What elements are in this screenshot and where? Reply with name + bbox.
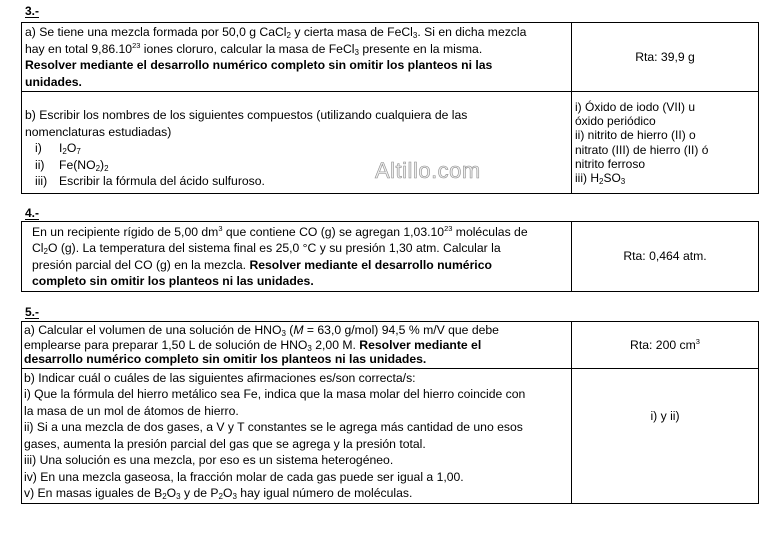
q5b-line-4: ii) Si a una mezcla de dos gases, a V y T constantes se le agrega más cantidad de uno esos [24,420,523,434]
q3b-answer-line-3: ii) nitrito de hierro (II) o [575,128,696,143]
q3a-line-1: a) Se tiene una mezcla formada por 50,0 g CaCl$_2$ y cierta masa de FeCl$_3$. Si en dicha mezcla [25,25,527,40]
q3b-answer-line-2: óxido periódico [575,114,656,129]
question-3b-answer [572,92,759,194]
q3b-item-i: i) $I_2O_7$ [35,141,81,157]
question-5a-answer: Rta: 200 $cm^3$ [572,322,759,369]
q3b-answer-line-1: i) Óxido de iodo (VII) u [575,99,696,114]
q3b-item-ii: ii) $Fe(NO_2)_2$ [35,157,109,173]
q3a-instruction-2: unidades. [25,74,82,89]
q3a-line-2: hay en total 9,86.10$^{23}$ iones cloruro, calcular la masa de FeCl$_3$ presente en la misma. [25,40,483,57]
q4-line-4: completo sin omitir los planteos ni las unidades. [32,274,314,288]
q3a-instruction: Resolver mediante el desarrollo numérico completo sin omitir los planteos ni las [25,58,493,72]
question-5b-answer: i) y ii) [572,368,759,503]
question-3-number: 3.- [25,4,40,18]
question-5a-row [22,322,759,369]
q5b-line-1: b) Indicar cuál o cuáles de las siguientes afirmaciones es/son correcta/s: [24,370,416,385]
q3b-line-1: b) Escribir los nombres de los siguientes compuestos (utilizando cualquiera de las [25,108,468,123]
q5b-line-6: iii) Una solución es una mezcla, por eso es un sistema heterogéneo. [24,453,394,467]
q3b-line-2: nomenclaturas estudiadas) [25,124,172,139]
question-4-text [22,222,572,292]
q3b-answer-line-5: nitrito ferroso [575,156,646,171]
q5a-line-3: desarrollo numérico completo sin omitir los planteos ni las unidades. [24,352,427,366]
q3b-answer-line-4: nitrato (III) de hierro (II) ó [575,142,709,157]
q5b-line-3: la masa de un mol de átomos de hierro. [24,403,239,418]
question-3a-text [22,23,572,92]
question-4-answer: Rta: 0,464 atm. [572,222,759,292]
q4-line-2: $Cl_2O$ (g). La temperatura del sistema final es 25,0 °C y su presión 1,30 atm. Calcular la [32,241,501,256]
question-3a-row [22,23,759,92]
q4-line-3: presión parcial del CO (g) en la mezcla. Resolver mediante el desarrollo numérico [32,257,492,272]
question-4-table [21,221,759,292]
question-5-table [21,321,759,504]
question-3a-answer: Rta: 39,9 g [572,23,759,92]
question-5-number: 5.- [25,305,40,319]
question-4-row [22,222,759,292]
q5b-line-8: v) En masas iguales de $B_2O_3$ y de $P_2O_3$ hay igual número de moléculas. [24,486,413,501]
q3b-item-iii: iii) Escribir la fórmula del ácido sulfuroso. [35,174,265,189]
question-5b-text [22,368,572,503]
q4-line-1: En un recipiente rígido de 5,00 $dm^3$ que contiene CO (g) se agregan 1,03.10$^{23}$ moléculas de [32,223,528,239]
q5b-line-5: gases, aumenta la presión parcial del gas que se agrega y la presión total. [24,436,426,451]
question-4-number: 4.- [25,206,40,220]
question-5a-text [22,322,572,369]
question-3b-text [22,92,572,194]
q5a-line-2: emplearse para preparar 1,50 L de solución de $HNO_3$ 2,00 M. Resolver mediante el [24,337,482,353]
q3b-answer-line-6: iii) $H_2SO_3$ [575,170,626,186]
q5a-line-1: a) Calcular el volumen de una solución de $HNO_3$ (M = 63,0 g/mol) 94,5 % m/V que debe [24,323,499,338]
q5b-line-7: iv) En una mezcla gaseosa, la fracción molar de cada gas puede ser igual a 1,00. [24,469,464,484]
watermark-logo: Altillo.com [375,158,481,183]
question-5b-row [22,368,759,503]
q5b-line-2: i) Que la fórmula del hierro metálico sea Fe, indica que la masa molar del hierro coincide con [24,387,526,401]
